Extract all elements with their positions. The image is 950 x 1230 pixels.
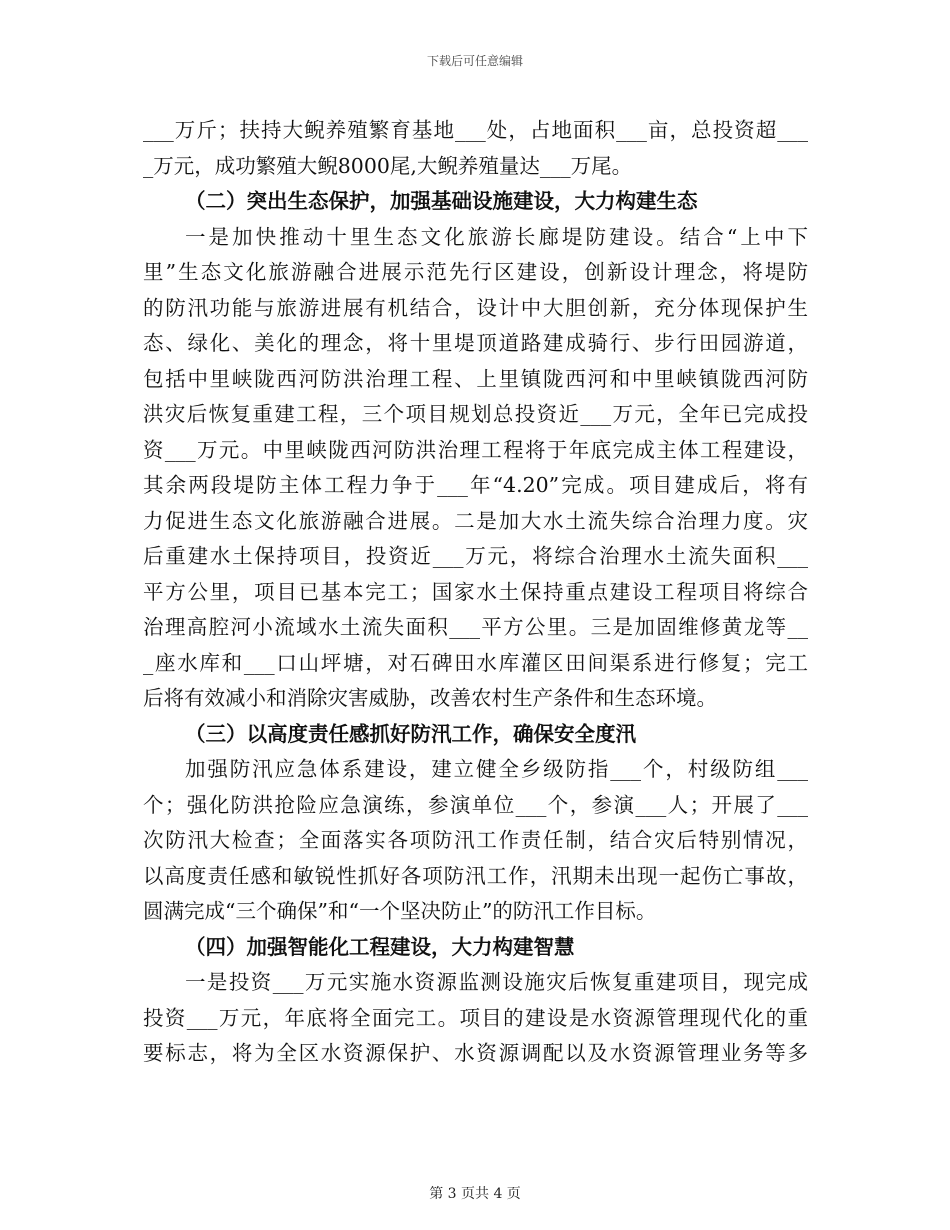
paragraph-line: 治理高腔河小流域水土流失面积___平方公里。三是加固维修黄龙等__ (143, 615, 808, 639)
paragraph-line: 态、绿化、美化的理念，将十里堤顶道路建成骑行、步行田园游道， (143, 331, 808, 355)
paragraph-line: 平方公里，项目已基本完工；国家水土保持重点建设工程项目将综合 (143, 579, 808, 604)
page-footer: 第 3 页共 4 页 (429, 1186, 521, 1202)
paragraph-line: 洪灾后恢复重建工程，三个项目规划总投资近___万元，全年已完成投 (143, 402, 808, 426)
paragraph-line: 后重建水土保持项目，投资近___万元，将综合治理水土流失面积___ (143, 544, 808, 568)
paragraph-line: 个；强化防洪抢险应急演练，参演单位___个，参演___人；开展了___ (143, 792, 808, 817)
paragraph-line: 里”生态文化旅游融合进展示范先行区建设，创新设计理念，将堤防 (143, 260, 808, 284)
section-heading: （三）以高度责任感抓好防汛工作，确保安全度汛 (185, 721, 636, 746)
paragraph-line: 的防汛功能与旅游进展有机结合，设计中大胆创新，充分体现保护生 (143, 295, 808, 320)
paragraph-line: 力促进生态文化旅游融合进展。二是加大水土流失综合治理力度。灾 (143, 508, 808, 533)
document-body (143, 113, 808, 1072)
paragraph-line: ___万斤；扶持大鲵养殖繁育基地___处，占地面积___亩，总投资超___ (143, 118, 808, 142)
paragraph-line: 加强防汛应急体系建设，建立健全乡级防指___个，村级防组___ (185, 757, 808, 781)
paragraph-line: 后将有效减小和消除灾害威胁，改善农村生产条件和生态环境。 (143, 686, 717, 710)
paragraph-line: 投资___万元，年底将全面完工。项目的建设是水资源管理现代化的重 (143, 1005, 808, 1030)
paragraph-line: 圆满完成“三个确保”和“一个坚决防止”的防汛工作目标。 (143, 899, 657, 923)
paragraph-line: 资___万元。中里峡陇西河防洪治理工程将于年底完成主体工程建设， (143, 437, 808, 462)
paragraph-line: _座水库和___口山坪塘，对石碑田水库灌区田间渠系进行修复；完工 (143, 650, 808, 675)
section-heading: （二）突出生态保护，加强基础设施建设，大力构建生态 (185, 189, 698, 213)
paragraph-line: 一是加快推动十里生态文化旅游长廊堤防建设。结合“上中下 (185, 224, 808, 249)
paragraph-line: _万元，成功繁殖大鲵8000尾,大鲵养殖量达___万尾。 (143, 153, 633, 178)
paragraph-line: 次防汛大检查；全面落实各项防汛工作责任制，结合灾后特别情况， (143, 828, 808, 852)
section-heading: （四）加强智能化工程建设，大力构建智慧 (185, 934, 575, 959)
paragraph-line: 其余两段堤防主体工程力争于___年“4.20”完成。项目建成后，将有 (143, 473, 808, 497)
paragraph-line: 一是投资___万元实施水资源监测设施灾后恢复重建项目，现完成 (185, 970, 808, 994)
paragraph-line: 以高度责任感和敏锐性抓好各项防汛工作，汛期未出现一起伤亡事故， (143, 863, 808, 888)
paragraph-line: 包括中里峡陇西河防洪治理工程、上里镇陇西河和中里峡镇陇西河防 (143, 366, 808, 391)
page-header: 下载后可任意编辑 (426, 54, 523, 68)
paragraph-line: 要标志，将为全区水资源保护、水资源调配以及水资源管理业务等多 (143, 1041, 808, 1065)
